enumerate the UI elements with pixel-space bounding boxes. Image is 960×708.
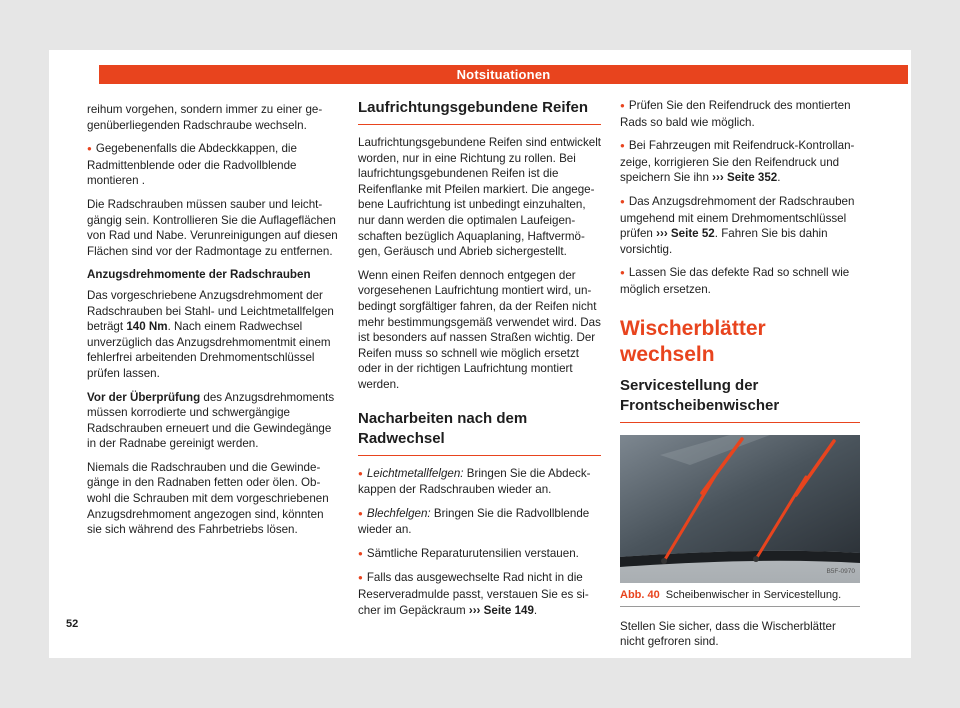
text-run: Bei Fahrzeugen mit Reifendruck-Kontrollanzeige, korrigieren Sie den Reifendruck und speichern Sie ihn <box>620 139 855 185</box>
text-run: Das vorgeschriebene Anzugsdrehmoment der Radschrauben bei Stahl- und Leichtmetallfelgen beträgt <box>87 288 334 334</box>
column-2 <box>358 98 601 626</box>
torque-value: 140 Nm <box>126 320 168 334</box>
figure-code: B5F-0970 <box>826 567 855 575</box>
text-run: Das Anzugsdrehmoment der Radschrauben umgehend mit einem Drehmomentschlüssel prüfen <box>620 194 855 241</box>
subheading-torque: Anzugsdrehmomente der Radschrauben <box>87 268 311 282</box>
paragraph: reihum vorgehen, sondern immer zu einer gegenüberliegenden Radschraube wechseln. <box>87 103 323 132</box>
text-run: des Anzugsdrehmoments müssen korrodierte und schwergängige Radschrauben erneuert und die Gewindegänge in der Radnabe gereinigt werden. <box>87 390 335 451</box>
document-page <box>49 50 911 658</box>
column-1 <box>87 102 339 546</box>
bullet-item: ● Gegebenenfalls die Abdeckkappen, die Radmittenblende oder die Radvollblende montieren . <box>87 141 339 189</box>
page-number: 52 <box>66 618 79 630</box>
page-reference-link[interactable]: ››› Seite 149 <box>468 603 534 617</box>
section-title: Wischerblätter wechseln <box>620 316 766 366</box>
column-3 <box>620 98 860 658</box>
text-run: . Nach einem Radwechsel unverzüglich das Anzugsdrehmomentmit einem fehlerfrei arbeitenden Drehmomentschlüssel prüfen lassen. <box>87 320 331 380</box>
heading-after-wheel-change: Nacharbeiten nach dem Radwechsel <box>358 409 601 456</box>
text-run: . <box>533 603 538 617</box>
paragraph: Stellen Sie sicher, dass die Wischerblätter nicht gefroren sind. <box>620 619 836 649</box>
bullet-item: ● Lassen Sie das defekte Rad so schnell wie möglich ersetzen. <box>620 265 860 297</box>
text-run: Bringen Sie die Radvollblende wieder an. <box>358 506 590 537</box>
text-run: Bringen Sie die Abdeckkappen der Radschrauben wieder an. <box>358 466 591 497</box>
bullet-item <box>358 570 601 618</box>
italic-run: Blechfelgen: <box>366 506 431 520</box>
paragraph: Die Radschrauben müssen sauber und leichtgängig sein. Kontrollieren Sie die Auflageflächen von Rad und Nabe. Verunreinigungen auf diesen Flächen sind vor der Radmontage zu entfernen. <box>87 197 338 258</box>
bullet-item <box>620 138 860 186</box>
bold-run: Vor der Überprüfung <box>87 390 201 404</box>
paragraph-torque <box>87 288 339 382</box>
figure-caption <box>620 583 860 607</box>
subsection-heading: Servicestellung der Frontscheibenwischer <box>620 376 860 423</box>
paragraph: Laufrichtungsgebundene Reifen sind entwickelt worden, nur in eine Richtung zu rollen. Bei laufrichtungsgebundenen Reifen ist die Reifenflanke mit Pfeilen markiert. Die angegebene Laufrichtung ist unbedingt einzuhalten, nur dann werden die optimalen Laufeigenschaften bezüglich Aquaplaning, Haftvermögen, Geräusch und Abrieb sichergestellt. <box>358 136 601 259</box>
text-run: . Fahren Sie bis dahin vorsichtig. <box>620 227 828 256</box>
chapter-header: Notsituationen <box>99 65 908 84</box>
figure-label: Abb. 40 <box>620 588 660 601</box>
text-run: . <box>777 171 781 185</box>
page-reference-link[interactable]: ››› Seite 52 <box>656 227 715 241</box>
bullet-item <box>620 194 860 257</box>
bullet-item: ● Prüfen Sie den Reifendruck des montierten Rads so bald wie möglich. <box>620 98 860 130</box>
paragraph: Niemals die Radschrauben und die Gewindegänge in den Radnaben fetten oder ölen. Obwohl die Schrauben mit dem vorgeschriebenen Anzugsdrehmoment angezogen sind, könnten sie sich während des Fahrbetriebs lösen. <box>87 460 329 537</box>
bullet-item: ● Sämtliche Reparaturutensilien verstauen. <box>358 546 601 563</box>
bullet-item <box>358 466 601 498</box>
paragraph-check <box>87 390 339 452</box>
italic-run: Leichtmetallfelgen: <box>366 466 464 480</box>
page-reference-link[interactable]: ››› Seite 352 <box>712 171 778 185</box>
paragraph: Wenn einen Reifen dennoch entgegen der vorgesehenen Laufrichtung montiert wird, unbedingt sorgfältiger fahren, da der Reifen nicht mehr bestimmungsgemäß verwendet wird. Das ist besonders auf nassen Straßen wichtig. Der Reifen muss so schnell wie möglich ersetzt oder in der richtigen Laufrichtung montiert werden. <box>358 268 601 391</box>
wiper-figure <box>620 435 860 583</box>
heading-directional-tyres: Laufrichtungsgebundene Reifen <box>358 98 601 125</box>
caption-text: Scheibenwischer in Servicestellung. <box>665 588 842 601</box>
windscreen-wiper-illustration <box>620 435 860 583</box>
bullet-item <box>358 506 601 538</box>
text-run: Falls das ausgewechselte Rad nicht in die Reserveradmulde passt, verstauen Sie es sicher im Gepäckraum <box>358 571 589 617</box>
